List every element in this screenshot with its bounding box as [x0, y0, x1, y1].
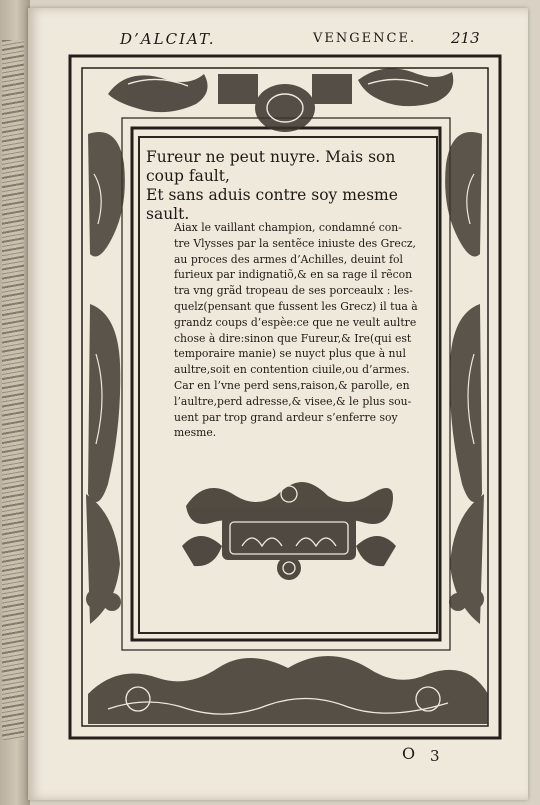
text-line: chose à dire:sinon que Fureur,& Ire(qui est: [174, 331, 412, 345]
text-line: mesme.: [174, 426, 217, 440]
text-line: uent par trop grand ardeur s’enferre soy: [174, 410, 398, 424]
left-column: [86, 132, 125, 624]
motto-line-1: Fureur ne peut nuyre. Mais son coup fault,: [146, 148, 396, 185]
facing-page-woodcut: [2, 40, 24, 740]
text-line: quelz(pensant que fussent les Grecz) il tua à: [174, 299, 418, 313]
page-number: 213: [451, 29, 480, 47]
tailpiece-ornament: [178, 476, 400, 584]
text-line: tra vng grãd tropeau de ses porceaulx : les-: [174, 284, 413, 298]
text-line: au proces des armes d’Achilles, deuint fol: [174, 252, 403, 266]
emblem-commentary: [174, 220, 418, 441]
emblem-motto: [146, 148, 430, 224]
text-line: tre Vlysses par la sentẽce iniuste des Grecz,: [174, 236, 416, 250]
running-head-author: D’ALCIAT.: [120, 30, 216, 48]
running-head-title: VENGENCE.: [313, 31, 417, 46]
right-column: [445, 132, 484, 624]
text-line: Aiax le vaillant champion, condamné con-: [174, 221, 402, 234]
text-line: l’aultre,perd adresse,& visee,& le plus sou-: [174, 394, 412, 408]
text-line: Car en l’vne perd sens,raison,& parolle, en: [174, 378, 410, 392]
facing-page-edge: [0, 0, 30, 805]
text-line: aultre,soit en contention ciuile,ou d’armes.: [174, 363, 410, 377]
signature-mark: O: [402, 744, 416, 763]
motto-line-2: Et sans aduis contre soy mesme sault.: [146, 186, 398, 223]
text-line: grandz coups d’espèe:ce que ne veult aultre: [174, 315, 417, 329]
top-frieze: [108, 68, 453, 132]
bottom-frieze: [88, 656, 488, 724]
text-line: temporaire manie) se nuyct plus que à nul: [174, 347, 406, 361]
text-line: furieux par indignatiõ,& en sa rage il rẽcon: [174, 268, 413, 282]
signature-number: 3: [430, 747, 440, 765]
